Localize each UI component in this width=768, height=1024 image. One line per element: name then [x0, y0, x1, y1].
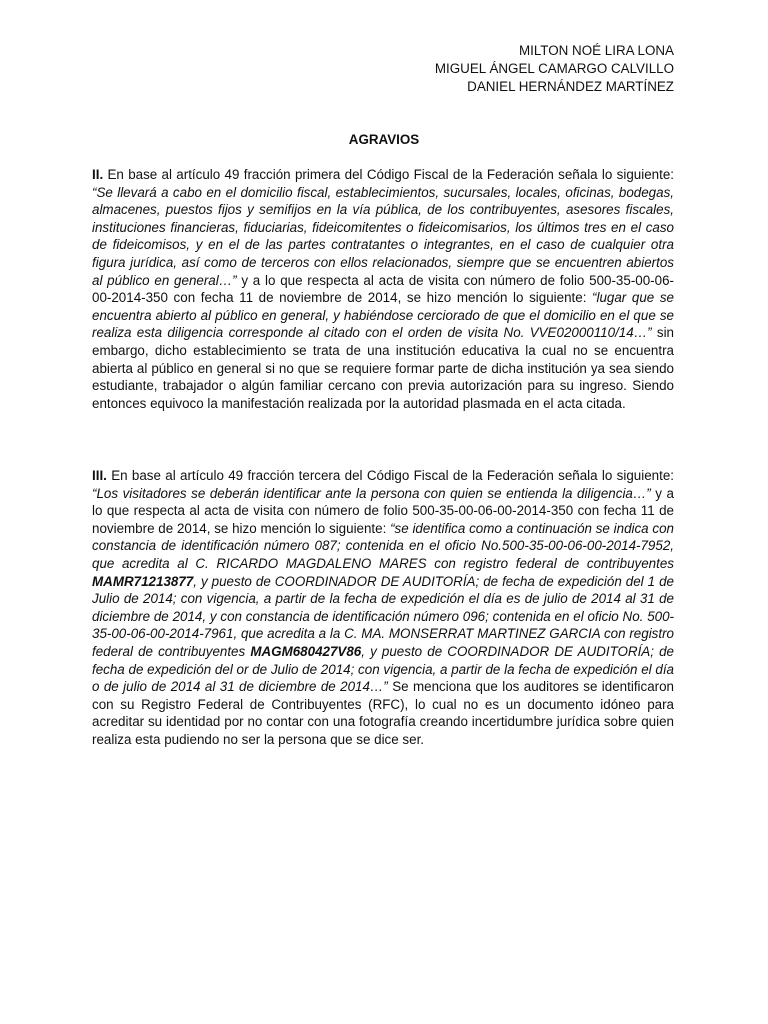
author-name: MILTON NOÉ LIRA LONA	[518, 43, 674, 58]
rfc-code: MAGM680427V86	[250, 643, 362, 659]
quoted-text: , y puesto de COORDINADOR DE AUDITORÍA; de fecha de expedición del or de Julio de 2014; con vigencia, a partir de la fecha de expedición el día o de julio de 2014 al 31 de diciembre de 2014…”	[92, 643, 674, 695]
body-text: y a lo que respecta al acta de visita con número de folio 500-35-00-06-00-2014-350 con fecha 11 de noviembre de 2014, se hizo mención lo siguiente:	[92, 272, 674, 306]
paragraph-ii	[92, 166, 674, 412]
body-text: En base al artículo 49 fracción primera del Código Fiscal de la Federación señala lo siguiente:	[103, 167, 674, 182]
body-text: y a lo que respecta al acta de visita con número de folio 500-35-00-06-00-2014-350 con fecha 11 de noviembre de 2014, se hizo mención lo siguiente:	[92, 485, 674, 536]
paragraph-number: III.	[92, 468, 107, 483]
author-name: DANIEL HERNÁNDEZ MARTÍNEZ	[467, 79, 674, 94]
author-list	[435, 42, 674, 96]
quoted-text: “Los visitadores se deberán identificar ante la persona con quien se entienda la diligencia…”	[92, 485, 651, 501]
body-text: En base al artículo 49 fracción tercera del Código Fiscal de la Federación señala lo siguiente:	[106, 468, 674, 483]
quoted-text: “se identifica como a continuación se indica con constancia de identificación número 087; contenida en el oficio No.500-35-00-06-00-2014-7952, que acredita al C. RICARDO MAGDALENO MARES con registro federal de contribuyentes	[92, 520, 674, 571]
section-heading: AGRAVIOS	[348, 132, 420, 147]
quoted-text: “Se llevará a cabo en el domicilio fiscal, establecimientos, sucursales, locales, oficinas, bodegas, almacenes, puestos fijos y semifijos en la vía pública, de los contribuyentes, asesores fiscales, instituciones financieras, fiduciarias, fideicomitentes o fideicomisarios, los últimos tres en el caso de fideicomisos, y en el de las partes contratantes o integrantes, en el caso de cualquier otra figura jurídica, así como de terceros con ellos relacionados, siempre que se encuentren abiertos al público en general…”	[92, 184, 674, 288]
rfc-code: MAMR71213877	[92, 573, 194, 589]
body-text: sin embargo, dicho establecimiento se trata de una institución educativa la cual no se encuentra abierta al público en general si no que se requiere formar parte de dicha institución ya sea siendo estudiante, trabajador o algún familiar cercano con previa autorización para su ingreso. Siendo entonces equivoco la manifestación realizada por la autoridad plasmada en el acta citada.	[92, 325, 674, 411]
paragraph-iii	[92, 467, 674, 749]
quoted-text: , y puesto de COORDINADOR DE AUDITORÍA; de fecha de expedición del 1 de Julio de 2014; con vigencia, a partir de la fecha de expedición el día es de julio de 2014 al 31 de diciembre de 2014, y con constancia de identificación número 096; contenida en el oficio No. 500-35-00-06-00-2014-7961, que acredita a la C. MA. MONSERRAT MARTINEZ GARCIA con registro federal de contribuyentes	[92, 573, 674, 659]
paragraph-number: II.	[92, 167, 104, 182]
body-text: Se menciona que los auditores se identificaron con su Registro Federal de Contribuyentes (RFC), lo cual no es un documento idóneo para acreditar su identidad por no contar con una fotografía creando incertidumbre jurídica sobre quien realiza esta pudiendo no ser la persona que se dice ser.	[92, 679, 675, 747]
quoted-text: “lugar que se encuentra abierto al público en general, y habiéndose cerciorado de que el domicilio en el que se realiza esta diligencia corresponde al citado con el orden de visita No. VVE02000110/14…”	[92, 290, 674, 341]
author-name: MIGUEL ÁNGEL CAMARGO CALVILLO	[434, 61, 674, 76]
